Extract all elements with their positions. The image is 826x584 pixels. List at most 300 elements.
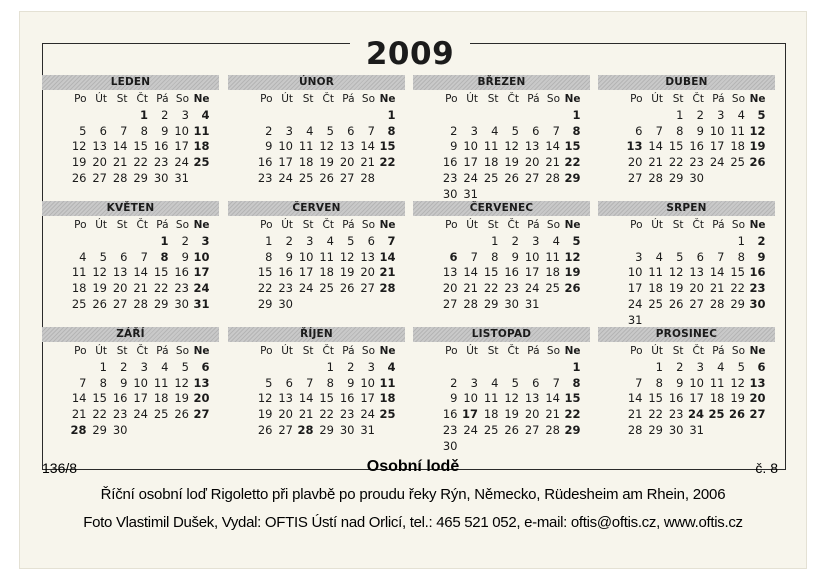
month-name: ČERVEN <box>228 201 405 216</box>
day-cell: 8 <box>140 123 148 138</box>
day-cell: 26 <box>564 281 581 296</box>
card-description: Říční osobní loď Rigoletto při plavbě po proudu řeky Rýn, Německo, Rüdesheim am Rhein, 2006 <box>100 486 726 503</box>
day-cell: 17 <box>461 407 478 422</box>
empty-cell <box>318 297 339 313</box>
day-cell: 12 <box>319 139 334 154</box>
day-cell: 16 <box>112 391 128 406</box>
day-cell: 9 <box>161 123 169 138</box>
weekday-label: Pá <box>156 219 169 231</box>
day-grid <box>441 92 590 203</box>
day-cell: 15 <box>153 265 169 280</box>
empty-cell <box>152 423 173 439</box>
day-grid <box>626 344 775 439</box>
empty-cell <box>359 297 380 313</box>
day-cell: 5 <box>676 249 684 264</box>
day-cell: 17 <box>360 391 375 406</box>
day-cell: 15 <box>564 139 581 154</box>
day-cell: 18 <box>298 155 314 170</box>
day-cell: 3 <box>470 375 478 390</box>
day-cell: 19 <box>564 265 581 280</box>
empty-cell <box>70 234 91 250</box>
empty-cell <box>626 234 647 250</box>
weekday-label: Čt <box>507 219 519 231</box>
weekday-label: So <box>361 345 375 357</box>
month-name: LEDEN <box>42 75 219 90</box>
day-cell: 17 <box>278 155 293 170</box>
day-cell: 21 <box>112 155 128 170</box>
day-cell: 26 <box>319 170 334 185</box>
empty-cell <box>91 234 112 250</box>
day-cell: 3 <box>201 233 210 248</box>
weekday-label: Čt <box>692 219 704 231</box>
day-cell: 18 <box>709 391 725 406</box>
day-cell: 14 <box>627 391 643 406</box>
empty-cell <box>441 360 462 376</box>
day-cell: 23 <box>174 281 189 296</box>
day-cell: 6 <box>696 249 704 264</box>
day-cell: 21 <box>545 407 560 422</box>
day-cell: 8 <box>676 123 684 138</box>
weekday-label: Út <box>95 345 107 357</box>
day-cell: 4 <box>491 375 499 390</box>
day-cell: 28 <box>70 422 87 437</box>
day-cell: 28 <box>463 296 478 311</box>
day-cell: 13 <box>278 391 293 406</box>
day-cell: 3 <box>285 123 293 138</box>
day-cell: 8 <box>326 375 334 390</box>
day-cell: 19 <box>504 155 519 170</box>
day-cell: 9 <box>285 249 293 264</box>
day-cell: 3 <box>532 233 540 248</box>
day-cell: 30 <box>749 296 766 311</box>
empty-cell <box>297 108 318 124</box>
day-cell: 17 <box>463 155 478 170</box>
day-cell: 17 <box>193 265 210 280</box>
day-cell: 24 <box>687 407 704 422</box>
weekday-label: Ne <box>749 345 766 357</box>
day-cell: 27 <box>442 296 458 311</box>
day-cell: 7 <box>470 249 478 264</box>
month-name: DUBEN <box>598 75 775 90</box>
day-cell: 19 <box>92 281 107 296</box>
month-únor <box>228 75 405 187</box>
day-cell: 9 <box>450 139 458 154</box>
day-cell: 1 <box>572 359 581 374</box>
day-cell: 15 <box>668 139 684 154</box>
day-cell: 8 <box>737 249 745 264</box>
day-cell: 12 <box>504 139 519 154</box>
day-cell: 14 <box>709 265 725 280</box>
empty-cell <box>91 108 112 124</box>
day-cell: 12 <box>71 139 87 154</box>
day-cell: 23 <box>749 281 766 296</box>
day-cell: 30 <box>278 296 293 311</box>
day-cell: 25 <box>298 170 314 185</box>
day-cell: 19 <box>730 391 745 406</box>
day-cell: 30 <box>668 422 684 437</box>
day-cell: 1 <box>387 107 396 122</box>
day-cell: 2 <box>265 123 273 138</box>
empty-cell <box>544 297 565 313</box>
weekday-label: Po <box>445 345 458 357</box>
day-cell: 6 <box>532 375 540 390</box>
day-cell: 14 <box>133 265 148 280</box>
day-cell: 2 <box>757 233 766 248</box>
weekday-label: Ne <box>379 219 396 231</box>
day-cell: 24 <box>193 281 210 296</box>
day-cell: 6 <box>285 375 293 390</box>
day-cell: 21 <box>627 407 643 422</box>
day-cell: 25 <box>545 281 560 296</box>
weekday-label: Po <box>260 345 273 357</box>
day-cell: 6 <box>201 359 210 374</box>
day-cell: 12 <box>668 265 684 280</box>
day-cell: 22 <box>319 407 334 422</box>
day-cell: 3 <box>696 359 704 374</box>
weekday-label: Ne <box>564 219 581 231</box>
day-cell: 22 <box>153 281 169 296</box>
day-cell: 14 <box>379 249 396 264</box>
day-cell: 4 <box>655 249 663 264</box>
day-cell: 20 <box>442 281 458 296</box>
weekday-label: St <box>302 345 314 357</box>
empty-cell <box>544 439 565 455</box>
day-grid <box>441 344 590 455</box>
day-cell: 6 <box>757 359 766 374</box>
day-cell: 7 <box>120 123 128 138</box>
day-cell: 3 <box>470 123 478 138</box>
day-cell: 14 <box>545 391 560 406</box>
empty-cell <box>564 439 585 455</box>
day-cell: 18 <box>193 139 210 154</box>
day-cell: 6 <box>99 123 107 138</box>
day-cell: 11 <box>730 123 745 138</box>
day-cell: 19 <box>71 155 87 170</box>
day-cell: 4 <box>161 359 169 374</box>
weekday-label: Pá <box>527 219 540 231</box>
day-cell: 27 <box>689 296 704 311</box>
empty-cell <box>338 108 359 124</box>
day-cell: 18 <box>319 265 334 280</box>
weekday-label: So <box>731 93 745 105</box>
day-cell: 15 <box>648 391 663 406</box>
empty-cell <box>441 108 462 124</box>
day-cell: 24 <box>463 422 478 437</box>
day-cell: 3 <box>181 107 189 122</box>
day-cell: 15 <box>133 139 148 154</box>
day-cell: 8 <box>491 249 499 264</box>
day-cell: 28 <box>545 170 560 185</box>
weekday-label: Pá <box>156 345 169 357</box>
day-cell: 1 <box>265 233 273 248</box>
day-cell: 30 <box>174 296 189 311</box>
day-cell: 7 <box>552 123 560 138</box>
day-cell: 24 <box>133 407 148 422</box>
day-cell: 1 <box>491 233 499 248</box>
month-duben <box>598 75 775 187</box>
day-cell: 3 <box>140 359 148 374</box>
day-cell: 23 <box>278 281 293 296</box>
day-cell: 12 <box>339 249 355 264</box>
day-cell: 29 <box>257 296 273 311</box>
weekday-label: Čt <box>322 219 334 231</box>
day-cell: 1 <box>676 107 684 122</box>
day-cell: 13 <box>193 375 210 390</box>
empty-cell <box>544 108 565 124</box>
month-name: SRPEN <box>598 201 775 216</box>
weekday-label: St <box>672 219 684 231</box>
empty-cell <box>503 439 524 455</box>
day-cell: 13 <box>92 139 107 154</box>
weekday-label: Po <box>445 219 458 231</box>
day-cell: 27 <box>92 170 107 185</box>
day-cell: 8 <box>572 375 581 390</box>
day-cell: 9 <box>120 375 128 390</box>
weekday-label: St <box>302 93 314 105</box>
month-červenec <box>413 201 590 313</box>
day-cell: 23 <box>504 281 519 296</box>
weekday-label: Po <box>630 345 643 357</box>
day-cell: 26 <box>749 155 766 170</box>
empty-cell <box>70 108 91 124</box>
empty-cell <box>256 360 277 376</box>
day-cell: 4 <box>717 359 725 374</box>
weekday-label: Čt <box>692 345 704 357</box>
day-cell: 4 <box>737 107 745 122</box>
weekday-label: So <box>546 345 560 357</box>
day-cell: 31 <box>627 312 643 327</box>
weekday-label: St <box>116 345 128 357</box>
day-cell: 30 <box>153 170 169 185</box>
day-cell: 30 <box>112 422 128 437</box>
day-cell: 10 <box>133 375 148 390</box>
month-listopad <box>413 327 590 455</box>
day-cell: 17 <box>709 139 725 154</box>
empty-cell <box>441 234 462 250</box>
day-cell: 2 <box>511 233 519 248</box>
day-cell: 21 <box>709 281 725 296</box>
weekday-label: St <box>672 93 684 105</box>
day-cell: 28 <box>648 170 663 185</box>
weekday-label: Po <box>630 219 643 231</box>
day-cell: 27 <box>339 170 355 185</box>
month-prosinec <box>598 327 775 439</box>
day-cell: 12 <box>749 123 766 138</box>
day-cell: 6 <box>347 123 355 138</box>
day-cell: 22 <box>564 407 581 422</box>
day-cell: 9 <box>450 391 458 406</box>
month-name: LISTOPAD <box>413 327 590 342</box>
month-name: KVĚTEN <box>42 201 219 216</box>
day-cell: 16 <box>668 391 684 406</box>
day-cell: 20 <box>627 155 643 170</box>
day-cell: 2 <box>676 359 684 374</box>
day-cell: 4 <box>306 123 314 138</box>
day-cell: 20 <box>339 155 355 170</box>
day-cell: 11 <box>298 139 314 154</box>
day-cell: 6 <box>635 123 643 138</box>
weekday-label: So <box>731 345 745 357</box>
day-cell: 24 <box>627 296 643 311</box>
empty-cell <box>462 108 483 124</box>
empty-cell <box>462 234 483 250</box>
day-cell: 15 <box>483 265 499 280</box>
empty-cell <box>667 234 688 250</box>
day-cell: 30 <box>339 422 355 437</box>
day-cell: 10 <box>278 139 293 154</box>
day-cell: 20 <box>360 265 375 280</box>
day-grid <box>626 92 775 187</box>
day-cell: 18 <box>71 281 87 296</box>
day-cell: 22 <box>133 155 148 170</box>
day-cell: 21 <box>298 407 314 422</box>
day-cell: 24 <box>174 155 189 170</box>
weekday-label: So <box>731 219 745 231</box>
day-cell: 7 <box>717 249 725 264</box>
empty-cell <box>297 360 318 376</box>
day-cell: 18 <box>483 407 499 422</box>
month-name: ZÁŘÍ <box>42 327 219 342</box>
day-cell: 15 <box>564 391 581 406</box>
day-cell: 24 <box>524 281 540 296</box>
day-cell: 13 <box>442 265 458 280</box>
calendar-card <box>20 12 806 568</box>
day-cell: 22 <box>483 281 499 296</box>
day-cell: 25 <box>483 170 499 185</box>
weekday-label: Ne <box>749 219 766 231</box>
day-cell: 11 <box>483 391 499 406</box>
empty-cell <box>523 360 544 376</box>
empty-cell <box>749 423 770 439</box>
day-cell: 31 <box>689 422 704 437</box>
day-cell: 21 <box>463 281 478 296</box>
day-cell: 18 <box>648 281 663 296</box>
day-cell: 26 <box>668 296 684 311</box>
weekday-label: Ne <box>564 345 581 357</box>
day-cell: 24 <box>298 281 314 296</box>
empty-cell <box>132 234 153 250</box>
day-cell: 8 <box>655 375 663 390</box>
weekday-label: Pá <box>342 219 355 231</box>
empty-cell <box>482 360 503 376</box>
day-cell: 19 <box>749 139 766 154</box>
day-cell: 26 <box>339 281 355 296</box>
weekday-label: Út <box>95 219 107 231</box>
day-cell: 10 <box>193 249 210 264</box>
day-cell: 13 <box>689 265 704 280</box>
day-cell: 10 <box>360 375 375 390</box>
day-cell: 23 <box>689 155 704 170</box>
day-cell: 17 <box>133 391 148 406</box>
weekday-label: Ne <box>749 93 766 105</box>
day-cell: 28 <box>709 296 725 311</box>
day-cell: 24 <box>278 170 293 185</box>
weekday-label: St <box>302 219 314 231</box>
day-cell: 11 <box>379 375 396 390</box>
day-cell: 29 <box>319 422 334 437</box>
empty-cell <box>132 423 153 439</box>
day-cell: 1 <box>737 233 745 248</box>
day-cell: 5 <box>99 249 107 264</box>
empty-cell <box>503 108 524 124</box>
day-cell: 16 <box>257 155 273 170</box>
empty-cell <box>70 360 91 376</box>
day-cell: 11 <box>648 265 663 280</box>
weekday-label: Út <box>281 345 293 357</box>
weekday-label: Út <box>281 93 293 105</box>
day-cell: 11 <box>545 249 560 264</box>
day-cell: 23 <box>442 170 458 185</box>
empty-cell <box>708 234 729 250</box>
day-cell: 10 <box>524 249 540 264</box>
day-cell: 20 <box>524 407 540 422</box>
day-cell: 13 <box>626 139 643 154</box>
day-cell: 20 <box>278 407 293 422</box>
day-cell: 21 <box>71 407 87 422</box>
weekday-label: Po <box>630 93 643 105</box>
weekday-label: Po <box>260 219 273 231</box>
empty-cell <box>688 234 709 250</box>
day-cell: 1 <box>326 359 334 374</box>
day-cell: 14 <box>648 139 663 154</box>
day-cell: 23 <box>153 155 169 170</box>
day-cell: 29 <box>483 296 499 311</box>
empty-cell <box>544 360 565 376</box>
day-cell: 4 <box>552 233 560 248</box>
day-cell: 14 <box>71 391 87 406</box>
day-cell: 25 <box>648 296 663 311</box>
weekday-label: Po <box>445 93 458 105</box>
weekday-label: Po <box>74 219 87 231</box>
weekday-label: St <box>487 345 499 357</box>
month-leden <box>42 75 219 187</box>
empty-cell <box>564 297 585 313</box>
day-cell: 25 <box>319 281 334 296</box>
weekday-label: Ne <box>193 345 210 357</box>
month-name: ŘÍJEN <box>228 327 405 342</box>
day-cell: 26 <box>71 170 87 185</box>
empty-cell <box>193 423 214 439</box>
day-cell: 31 <box>360 422 375 437</box>
day-cell: 9 <box>757 249 766 264</box>
month-květen <box>42 201 219 313</box>
empty-cell <box>193 171 214 187</box>
day-cell: 31 <box>174 170 189 185</box>
month-name: BŘEZEN <box>413 75 590 90</box>
empty-cell <box>277 108 298 124</box>
weekday-label: Čt <box>322 345 334 357</box>
day-cell: 27 <box>524 422 540 437</box>
empty-cell <box>523 108 544 124</box>
weekday-label: So <box>175 93 189 105</box>
day-cell: 19 <box>257 407 273 422</box>
day-cell: 16 <box>153 139 169 154</box>
day-cell: 9 <box>696 123 704 138</box>
weekday-label: Ne <box>564 93 581 105</box>
month-name: ÚNOR <box>228 75 405 90</box>
day-cell: 17 <box>689 391 704 406</box>
day-cell: 20 <box>193 391 210 406</box>
day-cell: 25 <box>483 422 499 437</box>
day-cell: 27 <box>193 407 210 422</box>
weekday-label: Út <box>281 219 293 231</box>
empty-cell <box>173 423 194 439</box>
day-cell: 7 <box>140 249 148 264</box>
day-cell: 22 <box>648 407 663 422</box>
day-cell: 21 <box>360 155 375 170</box>
weekday-label: Čt <box>507 345 519 357</box>
day-cell: 20 <box>112 281 128 296</box>
